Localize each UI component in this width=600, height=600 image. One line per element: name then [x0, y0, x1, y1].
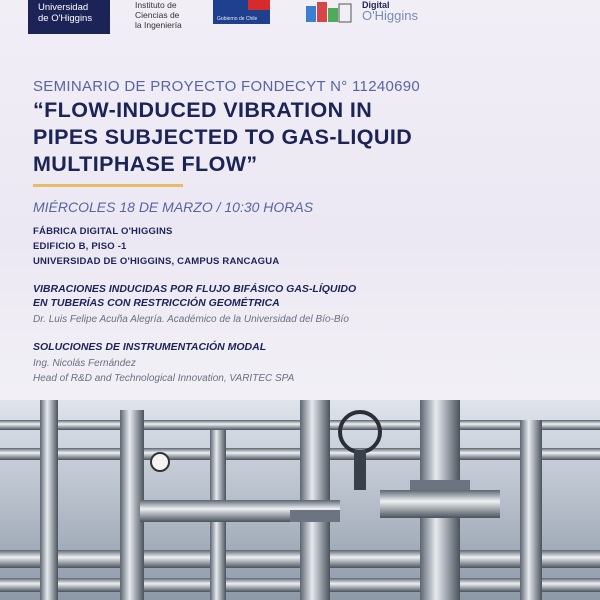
university-logo-line1: Universidad	[38, 2, 89, 13]
government-logo	[213, 0, 270, 24]
talk2-speaker-line: Head of R&D and Technological Innovation, VARITEC SPA	[33, 373, 295, 384]
fabrica-digital-logo-line1: Digital	[362, 0, 390, 10]
industrial-pipes-photo	[0, 400, 600, 600]
talk1-speaker: Dr. Luis Felipe Acuña Alegría. Académico de la Universidad del Bío-Bío	[33, 314, 349, 325]
venue-line: EDIFICIO B, PISO -1	[33, 241, 127, 252]
institute-logo	[135, 0, 182, 30]
talk2-speaker-line: Ing. Nicolás Fernández	[33, 358, 136, 369]
venue-block	[33, 224, 279, 269]
institute-logo-line1: Instituto de	[135, 0, 177, 10]
title-divider	[33, 184, 183, 187]
event-date: MIÉRCOLES 18 DE MARZO / 10:30 HORAS	[33, 199, 314, 215]
venue-line: FÁBRICA DIGITAL O'HIGGINS	[33, 226, 173, 237]
title-line: PIPES SUBJECTED TO GAS-LIQUID	[33, 125, 413, 149]
talk2-speaker	[33, 356, 294, 386]
government-logo-text: Gobierno de Chile	[217, 16, 258, 22]
institute-logo-line2: Ciencias de	[135, 10, 180, 20]
fabrica-digital-logo-line2: O'Higgins	[362, 8, 418, 23]
talk1-title	[33, 282, 356, 310]
seminar-label: SEMINARIO DE PROYECTO FONDECYT N° 11240690	[33, 78, 421, 95]
talk1-title-line: VIBRACIONES INDUCIDAS POR FLUJO BIFÁSICO GAS-LÍQUIDO	[33, 283, 357, 295]
fabrica-digital-logo-icon	[304, 0, 356, 24]
institute-logo-line3: la Ingeniería	[135, 20, 182, 30]
government-logo-flag	[248, 0, 270, 10]
university-logo	[28, 0, 110, 34]
title-line: “FLOW-INDUCED VIBRATION IN	[33, 98, 373, 122]
talk1-title-line: EN TUBERÍAS CON RESTRICCIÓN GEOMÉTRICA	[33, 297, 280, 309]
title-line: MULTIPHASE FLOW”	[33, 152, 258, 176]
seminar-title	[33, 97, 453, 178]
venue-line: UNIVERSIDAD DE O'HIGGINS, CAMPUS RANCAGUA	[33, 256, 280, 267]
university-logo-line2: de O'Higgins	[38, 13, 93, 24]
talk2-title: SOLUCIONES DE INSTRUMENTACIÓN MODAL	[33, 341, 267, 353]
